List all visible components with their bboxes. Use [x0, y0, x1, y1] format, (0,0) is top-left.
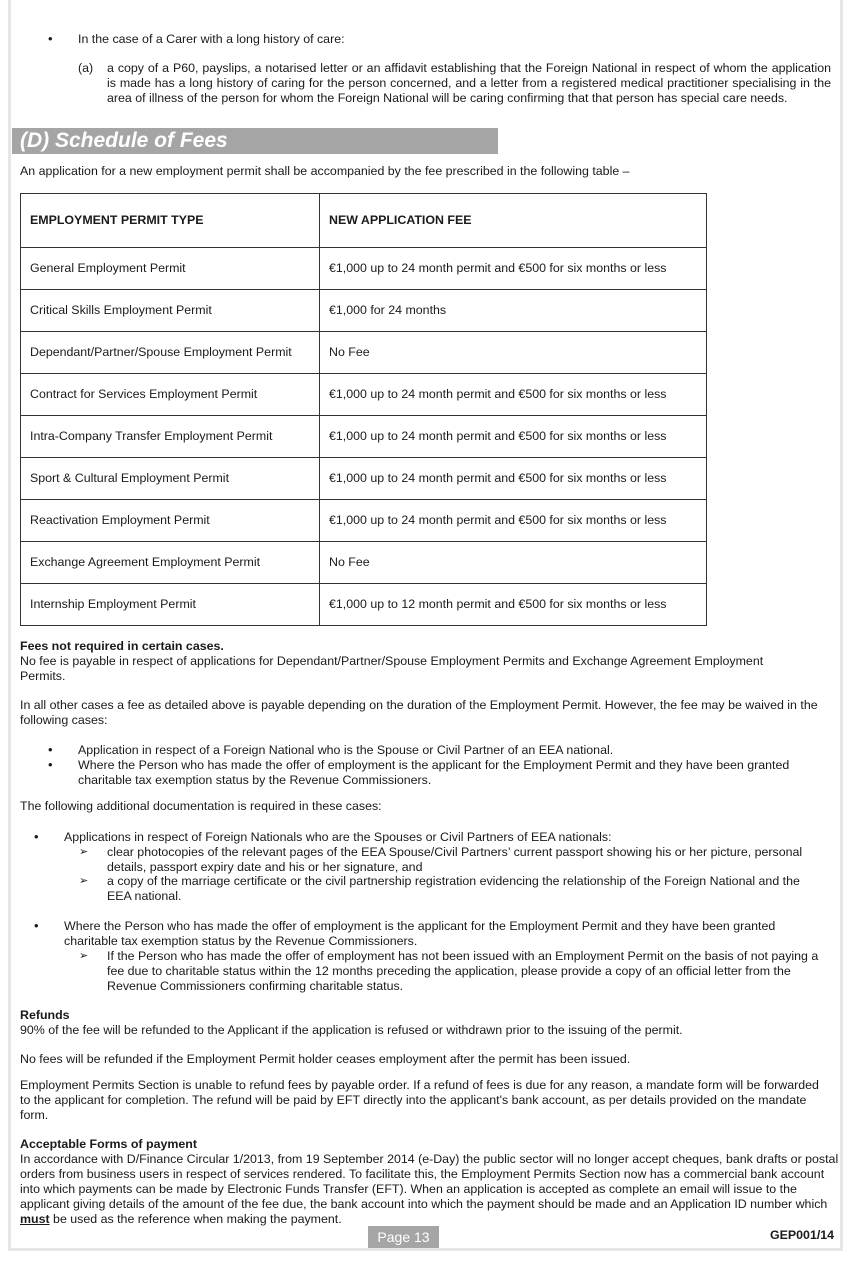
permit-type-cell: Exchange Agreement Employment Permit: [21, 542, 320, 584]
table-row: [21, 332, 707, 374]
fee-cell: €1,000 up to 24 month permit and €500 for six months or less: [320, 416, 707, 458]
charity-docs-bullet: Where the Person who has made the offer of employment is the applicant for the Employment Permit and they have been granted charitable tax exemption status by the Revenue Commissioners.: [64, 919, 776, 948]
page-border-left: [8, 0, 11, 1250]
table-row: [21, 458, 707, 500]
refunds-paragraph: 90% of the fee will be refunded to the Applicant if the application is refused or withdrawn prior to the issuing of the permit.: [20, 1023, 683, 1037]
charity-doc-item: If the Person who has made the offer of employment has not been issued with an Employment Permit on the basis of not paying a fee due to charitable status within the 12 months preceding the application, please provide a copy of an official letter from the Revenue Commissioners confirming charitable status.: [107, 949, 819, 993]
section-header-bar: [12, 128, 498, 154]
spouse-doc-item: clear photocopies of the relevant pages of the EEA Spouse/Civil Partners’ current passport showing his or her picture, personal details, passport expiry date and his or her signature, and: [107, 845, 803, 874]
table-row: [21, 416, 707, 458]
fee-cell: €1,000 for 24 months: [320, 290, 707, 332]
page-border-right: [840, 0, 843, 1250]
table-row: [21, 290, 707, 332]
carer-bullet: In the case of a Carer with a long history of care:: [78, 32, 345, 46]
waiver-bullet: Application in respect of a Foreign National who is the Spouse or Civil Partner of an EEA national.: [78, 743, 614, 757]
permit-type-cell: Internship Employment Permit: [21, 584, 320, 626]
permit-type-cell: Dependant/Partner/Spouse Employment Permit: [21, 332, 320, 374]
table-header-row: [21, 194, 707, 248]
permit-type-cell: Critical Skills Employment Permit: [21, 290, 320, 332]
permit-type-cell: Contract for Services Employment Permit: [21, 374, 320, 416]
carer-item-text: a copy of a P60, payslips, a notarised letter or an affidavit establishing that the Foreign National in respect of whom the application is made has a long history of caring for the person concerned, and a letter from a registered medical practitioner specialising in the area of illness of the person for whom the Foreign National will be caring confirming that that person has special care needs.: [107, 61, 831, 105]
fee-cell: €1,000 up to 24 month permit and €500 for six months or less: [320, 248, 707, 290]
table-row: [21, 584, 707, 626]
waiver-intro: In all other cases a fee as detailed above is payable depending on the duration of the Employment Permit. However, the fee may be waived in the following cases:: [20, 698, 818, 727]
refunds-heading: Refunds: [20, 1008, 70, 1022]
spouse-doc-item: a copy of the marriage certificate or the civil partnership registration evidencing the relationship of the Foreign National and the EEA national.: [107, 874, 800, 903]
column-header: EMPLOYMENT PERMIT TYPE: [21, 194, 320, 248]
document-reference: GEP001/14: [770, 1228, 835, 1242]
bullet-icon: •: [34, 918, 39, 933]
permit-type-cell: Reactivation Employment Permit: [21, 500, 320, 542]
section-intro: An application for a new employment permit shall be accompanied by the fee prescribed in the following table –: [20, 164, 630, 178]
bullet-icon: •: [34, 829, 39, 844]
arrow-bullet-icon: ➢: [79, 950, 89, 962]
additional-docs-intro: The following additional documentation is required in these cases:: [20, 799, 382, 813]
table-row: [21, 374, 707, 416]
fees-not-required-heading: Fees not required in certain cases.: [20, 639, 224, 653]
refunds-paragraph: Employment Permits Section is unable to refund fees by payable order. If a refund of fees is due for any reason, a mandate form will be forwarded to the applicant for completion. The refund will be paid by EFT directly into the applicant's bank account, as per details provided on the mandate form.: [20, 1078, 819, 1122]
fee-cell: €1,000 up to 24 month permit and €500 for six months or less: [320, 458, 707, 500]
payment-heading: Acceptable Forms of payment: [20, 1137, 197, 1151]
carer-item-marker: (a): [78, 61, 94, 75]
payment-text: be used as the reference when making the payment.: [49, 1212, 342, 1226]
permit-type-cell: Sport & Cultural Employment Permit: [21, 458, 320, 500]
bullet-icon: •: [48, 31, 53, 46]
arrow-bullet-icon: ➢: [79, 846, 89, 858]
page-border-bottom: [8, 1248, 843, 1251]
section-title: (D) Schedule of Fees: [20, 129, 228, 152]
bullet-icon: •: [48, 757, 53, 772]
permit-type-cell: General Employment Permit: [21, 248, 320, 290]
fee-cell: No Fee: [320, 332, 707, 374]
refunds-paragraph: No fees will be refunded if the Employment Permit holder ceases employment after the permit has been issued.: [20, 1052, 631, 1066]
fee-cell: €1,000 up to 24 month permit and €500 for six months or less: [320, 500, 707, 542]
payment-paragraph: [20, 1152, 842, 1227]
fees-not-required-text: No fee is payable in respect of applications for Dependant/Partner/Spouse Employment Permits and Exchange Agreement Employment Permits.: [20, 654, 764, 683]
payment-text: In accordance with D/Finance Circular 1/2013, from 19 September 2014 (e-Day) the public sector will no longer accept cheques, bank drafts or postal orders from business users in respect of services rendered. To facilitate this, the Employment Permits Section now has a commercial bank account into which payments can be made by Electronic Funds Transfer (EFT). When an application is accepted as complete an email will issue to the applicant giving details of the amount of the fee due, the bank account into which the payment should be made and an Application ID number which: [20, 1152, 839, 1211]
table-row: [21, 500, 707, 542]
payment-emphasis: must: [20, 1212, 50, 1226]
spouse-docs-bullet: Applications in respect of Foreign Nationals who are the Spouses or Civil Partners of EEA nationals:: [64, 830, 612, 844]
permit-type-cell: Intra-Company Transfer Employment Permit: [21, 416, 320, 458]
bullet-icon: •: [48, 742, 53, 757]
table-row: [21, 248, 707, 290]
column-header: NEW APPLICATION FEE: [320, 194, 707, 248]
fee-cell: No Fee: [320, 542, 707, 584]
fee-table: [20, 193, 707, 626]
arrow-bullet-icon: ➢: [79, 875, 89, 887]
fee-cell: €1,000 up to 24 month permit and €500 for six months or less: [320, 374, 707, 416]
fee-cell: €1,000 up to 12 month permit and €500 for six months or less: [320, 584, 707, 626]
page-number-badge: Page 13: [368, 1226, 439, 1248]
waiver-bullet: Where the Person who has made the offer of employment is the applicant for the Employment Permit and they have been granted charitable tax exemption status by the Revenue Commissioners.: [78, 758, 790, 787]
table-row: [21, 542, 707, 584]
